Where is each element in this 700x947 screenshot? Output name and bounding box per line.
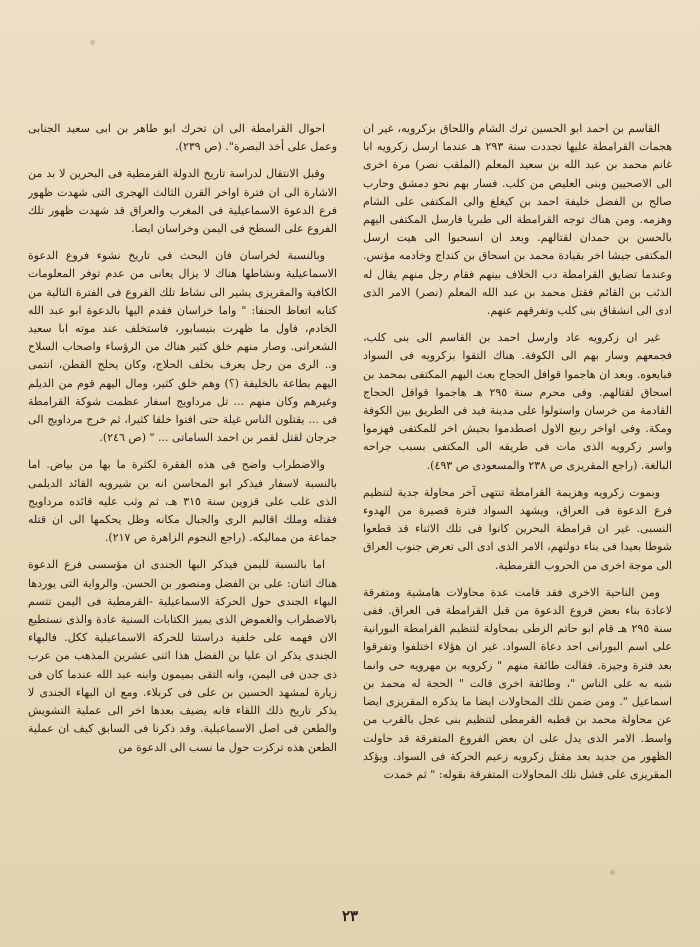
left-column xyxy=(28,120,337,887)
paragraph: وقبل الانتقال لدراسة تاريخ الدولة القرمطية فى البحرين لا بد من الاشارة الى ان فترة اواخر القرن الثالث الهجرى التى شهدت ظهور فرع الدعوة الاسماعيلية فى المغرب والعراق قد شهدت ظهور تلك الفروع على السطح فى اليمن وخراسان ايضا. xyxy=(28,167,337,236)
paragraph: ومن الناحية الاخرى فقد قامت عدة محاولات هامشية ومتفرقة لاعادة بناء بعض فروع الدعوة من قبل القرامطة فى العراق. ففى سنة ٢٩٥ هـ قام ابو حاتم الزطى بمحاولة لتنظيم القرامطة البورانية على اسم البورانى احد دعاة السواد. غير ان هؤلاء اختلفوا وتفرقوا بعد فترة وجيزة. فقالت طائفة منهم " زكرويه بن مهرويه حى وانما شبه به على الناس "، وطائفة اخرى قالت " الحجة له محمد بن اسماعيل ". ومن ضمن تلك المحاولات ايضا ما يذكره المقريزى ايضا عن محاولة محمد بن قطبه القرمطى لتنظيم بنى عجل بالقرب من واسط. الامر الذى يدل على ان بعض الفروع المتفرقة قد حاولت الظهور من جديد بعد مقتل زكرويه زعيم الحركة فى السواد. ويؤكد المقريزى على فشل تلك المحاولات المتفرقة بقوله: " ثم خمدت xyxy=(363,585,672,781)
text-columns xyxy=(28,120,672,887)
paper-spot xyxy=(90,40,95,45)
paragraph: اما بالنسبة لليمن فيذكر البها الجندى ان مؤسسى فرع الدعوة هناك اثنان: على بن الفضل ومنصور بن الحسن. والرواية التى يوردها البهاء الجندى حول الحركة الاسماعيلية -القرمطية فى اليمن تتسم بالاضطراب والغموض الذى يميز الكتابات السنية عادة والذى نستطيع الان فهمه على خلفية دراستنا للحركة الاسماعيلية ككل. فالبهاء الجندى يذكر ان عليا بن الفضل هذا اثنى عشرين المذهب من عرب ذى جدن فى اليمن، وانه التقى بميمون وابنه عبد الله عندما كان فى زيارة لمشهد الحسين بن على فى كربلاء. ومع ان البهاء الجندى لا يذكر تاريخ ذلك اللقاء فانه يضيف بعدها اخر الى عملية التشويش والطعن فى اصل الاسماعيلية. وقد ذكرنا فى السابق كيف ان عملية الطعن هذه تركزت حول ما نسب الى الدعوة من xyxy=(28,558,337,754)
paragraph: احوال القرامطة الى ان تحرك ابو طاهر بن ابى سعيد الجنابى وعمل على أخذ البصرة". (ص ٢٣٩). xyxy=(28,122,337,154)
paragraph: والاضطراب واضح فى هذه الفقرة لكثرة ما بها من بياض. اما بالنسبة لاسفار فيذكر ابو المحاسن انه بن شيرويه القائد الديلمى الذى غلب على قزوين سنة ٣١٥ هـ، ثم وثب عليه قائده مرداويج فقتله وملك اقاليم الرى والجبال مكانه وظل يحكمها الى ان قتله جماعة من مماليكه. (راجع النجوم الزاهرة ص ٢١٧). xyxy=(28,458,337,545)
paragraph: غير ان زكرويه عاد وارسل احمد بن القاسم الى بنى كلب، فجمعهم وسار بهم الى الكوفة. هناك التقوا بزكرويه فى السواد فبايعوه. وبعد ان هاجموا قوافل الحجاج بعث اليهم المكتفى بمحمد بن اسحاق لقتالهم. وفى محرم سنة ٢٩٥ هـ هاجموا قوافل الحجاج القادمة من خرسان واستولوا على مدينة فيد فى الطريق بين الكوفة ومكة. وفى اواخر ربيع الاول اصطدموا بجيش اخر للمكتفى فهزموا واسر زكرويه الذى مات فى طريقه الى المكتفى بسبب جراحه البالغة. (راجع المقريزى ص ٢٣٨ والمسعودى ص ٤٩٣). xyxy=(363,331,672,472)
page-number: ٢٣ xyxy=(341,907,359,925)
paragraph: وبموت زكرويه وهزيمة القرامطة تنتهى آخر محاولة جدية لتنظيم فرع الدعوة فى العراق، ويشهد السواد فترة قصيرة من الهدوء النسبى. غير ان قرامطة البحرين كانوا فى تلك الاثناء قد قطعوا شوطا بعيدا فى بناء دولتهم، الامر الذى ادى الى تعرض جنوب العراق الى موجة اخرى من الحروب القرمطية. xyxy=(363,485,672,572)
paragraph: وبالنسبة لخراسان فان البحث فى تاريخ نشوء فروع الدعوة الاسماعيلية ونشاطها هناك لا يزال يعانى من عدم توفر المعلومات الكافية والمقريزى يشير الى نشاط تلك الفروع فى الفترة التالية من كتابه اتعاظ الحنفا: " واما خراسان فقدم اليها بالدعوة ابو عبد الله الخادم، فاول ما ظهرت بنيسابور، فاستخلف عند موته ابا سعيد الشعرانى. وصار منهم خلق كثير هناك من الرؤساء واصحاب السلاح و.. الرى من رجل يعرف بخلف الحلاج، وكان يحلج القطن، انتمى اليهم بطاعة بالخليفة (؟) وهم خلق كثير، ومال اليهم قوم من الديلم وغيرهم وكان منهم ... تل مرداويج اسفار عظمت شوكة القرامطة فى ... يقتلون الناس غيلة حتى افنوا خلقا كثيرا، ثم خرج مرداويج الى جرجان لقتل لقمر بن احمد الساماتى ... " (ص ٢٤٦). xyxy=(28,249,337,445)
paragraph: القاسم بن احمد ابو الحسين ترك الشام واللحاق بزكرويه، غير ان هجمات القرامطة عليها تجددت سنة ٢٩٣ هـ عندما ارسل زكرويه ابا غانم محمد بن عبد الله بن سعيد المعلم (الملقب نصر) مرة اخرى الى الاصحيين وبنى العليص من كلب. فسار بهم نحو دمشق وحارب صالح بن الفضل خليفة احمد بن كيغلغ والى المكتفى على الشام وهزمه. ومن هناك توجه القرامطة الى طبريا فارسل المكتفى اليهم بالحسن بن حمدان لقتالهم. وبعد ان انسحبوا الى هيت ارسل المكتفى جيشا اخر بقيادة محمد بن اسحاق بن كنداج وخادمه مؤنس. وعندما تضايق القرامطة دب الخلاف بينهم فقام رجل منهم يقال له الذئب بن القائم فقتل محمد بن عبد الله المعلم (نصر) الامر الذى ادى الى انشقاق بنى كلب وتفرقهم عنهم. xyxy=(363,122,672,318)
right-column xyxy=(363,120,672,887)
